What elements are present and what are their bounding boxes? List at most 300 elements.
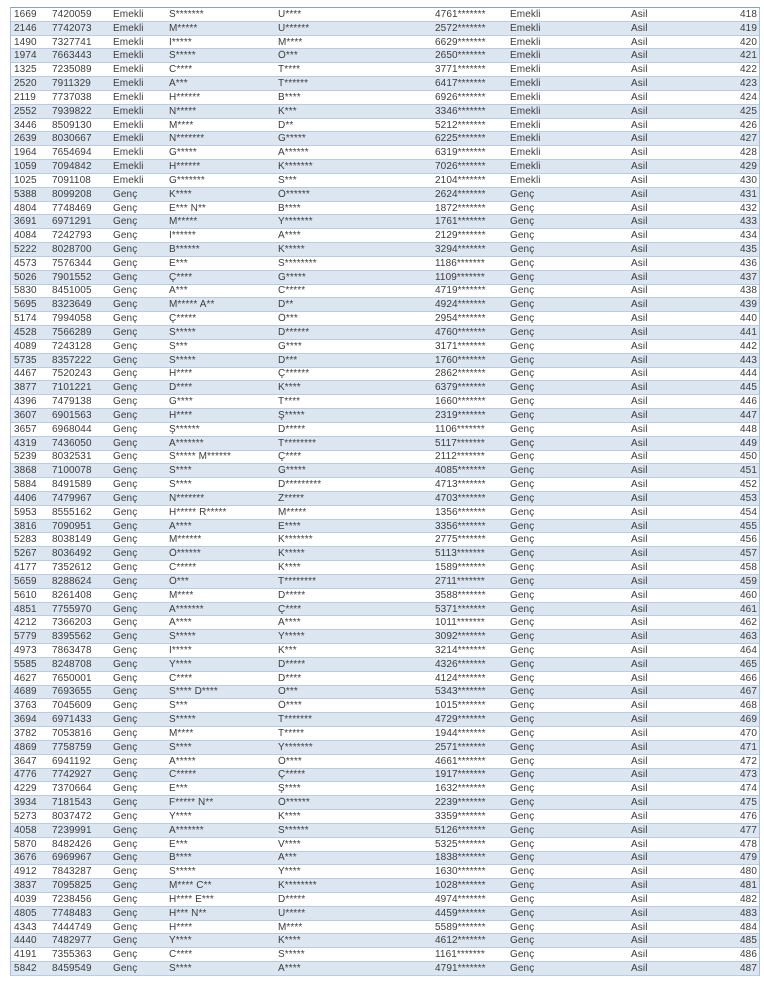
cell-first-name: A**** <box>169 520 192 532</box>
cell-first-name: C**** <box>169 64 193 76</box>
cell-last-name: G***** <box>278 271 306 283</box>
cell-sequence-no: 433 <box>740 216 757 228</box>
cell-first-name: M***** <box>169 216 198 228</box>
table-row <box>11 312 759 326</box>
cell-sequence-no: 435 <box>740 243 757 255</box>
cell-status: Asil <box>631 105 648 117</box>
cell-category-2: Genç <box>510 243 535 255</box>
cell-id-number: 2571******* <box>435 741 486 753</box>
cell-status: Asil <box>631 8 648 20</box>
cell-category: Genç <box>113 326 138 338</box>
cell-status: Asil <box>631 78 648 90</box>
cell-first-name: M***** <box>169 22 198 34</box>
table-row <box>11 188 759 202</box>
cell-sequence-no: 468 <box>740 700 757 712</box>
cell-status: Asil <box>631 465 648 477</box>
cell-category-2: Genç <box>510 907 535 919</box>
cell-category-2: Genç <box>510 506 535 518</box>
cell-status: Asil <box>631 230 648 242</box>
cell-sequence-no: 470 <box>740 727 757 739</box>
cell-first-name: S**** <box>169 479 192 491</box>
cell-status: Asil <box>631 133 648 145</box>
cell-sequence-no: 461 <box>740 603 757 615</box>
cell-last-name: A*** <box>278 852 297 864</box>
cell-sequence-no: 434 <box>740 230 757 242</box>
cell-category: Genç <box>113 534 138 546</box>
cell-category-2: Genç <box>510 866 535 878</box>
cell-category: Genç <box>113 727 138 739</box>
cell-first-name: M**** <box>169 727 194 739</box>
cell-last-name: Ç***** <box>278 769 306 781</box>
cell-draw-no: 4089 <box>14 340 37 352</box>
cell-draw-no: 5610 <box>14 589 37 601</box>
table-row <box>11 506 759 520</box>
table-row <box>11 879 759 893</box>
cell-category-2: Genç <box>510 492 535 504</box>
cell-id-number: 4612******* <box>435 935 486 947</box>
cell-status: Asil <box>631 824 648 836</box>
cell-application-no: 7181543 <box>52 797 92 809</box>
cell-draw-no: 5830 <box>14 285 37 297</box>
cell-draw-no: 4869 <box>14 741 37 753</box>
cell-last-name: T******* <box>278 714 313 726</box>
cell-category-2: Genç <box>510 852 535 864</box>
cell-draw-no: 1669 <box>14 8 37 20</box>
cell-first-name: C**** <box>169 949 193 961</box>
cell-draw-no: 1974 <box>14 50 37 62</box>
cell-first-name: H*** N** <box>169 907 207 919</box>
cell-last-name: D** <box>278 119 294 131</box>
cell-application-no: 7242793 <box>52 230 92 242</box>
cell-sequence-no: 455 <box>740 520 757 532</box>
cell-id-number: 4661******* <box>435 755 486 767</box>
cell-application-no: 8030667 <box>52 133 92 145</box>
cell-category: Emekli <box>113 119 144 131</box>
table-row <box>11 658 759 672</box>
cell-first-name: S***** <box>169 50 196 62</box>
cell-category: Genç <box>113 755 138 767</box>
cell-application-no: 8451005 <box>52 285 92 297</box>
cell-last-name: Ç**** <box>278 603 302 615</box>
cell-category: Genç <box>113 562 138 574</box>
cell-draw-no: 4440 <box>14 935 37 947</box>
cell-category-2: Genç <box>510 700 535 712</box>
cell-category-2: Emekli <box>510 8 541 20</box>
cell-category: Emekli <box>113 161 144 173</box>
cell-sequence-no: 423 <box>740 78 757 90</box>
cell-application-no: 6968044 <box>52 423 92 435</box>
cell-category-2: Genç <box>510 603 535 615</box>
cell-sequence-no: 438 <box>740 285 757 297</box>
cell-first-name: H****** <box>169 161 201 173</box>
cell-status: Asil <box>631 50 648 62</box>
cell-application-no: 7742073 <box>52 22 92 34</box>
table-row <box>11 160 759 174</box>
cell-id-number: 4924******* <box>435 299 486 311</box>
table-row <box>11 769 759 783</box>
cell-sequence-no: 448 <box>740 423 757 435</box>
cell-first-name: S*** <box>169 340 188 352</box>
cell-category-2: Genç <box>510 797 535 809</box>
cell-first-name: İ***** <box>169 645 192 656</box>
cell-id-number: 5113******* <box>435 548 485 560</box>
cell-status: Asil <box>631 534 648 546</box>
table-row <box>11 423 759 437</box>
cell-sequence-no: 439 <box>740 299 757 311</box>
table-row <box>11 146 759 160</box>
cell-status: Asil <box>631 243 648 255</box>
cell-status: Asil <box>631 714 648 726</box>
cell-first-name: M**** <box>169 589 194 601</box>
cell-last-name: B**** <box>278 91 301 103</box>
cell-application-no: 7352612 <box>52 562 92 574</box>
cell-draw-no: 4573 <box>14 257 37 269</box>
cell-application-no: 7742927 <box>52 769 92 781</box>
cell-sequence-no: 436 <box>740 257 757 269</box>
cell-application-no: 8248708 <box>52 658 92 670</box>
cell-last-name: D***** <box>278 658 306 670</box>
cell-id-number: 1109******* <box>435 271 485 283</box>
cell-first-name: G***** <box>169 147 197 159</box>
cell-application-no: 7901552 <box>52 271 92 283</box>
cell-id-number: 3214******* <box>435 645 486 656</box>
cell-last-name: A****** <box>278 147 309 159</box>
cell-status: Asil <box>631 257 648 269</box>
cell-draw-no: 1325 <box>14 64 37 76</box>
cell-draw-no: 4912 <box>14 866 37 878</box>
cell-application-no: 7479967 <box>52 492 92 504</box>
cell-category: Emekli <box>113 64 144 76</box>
cell-id-number: 4760******* <box>435 326 486 338</box>
cell-sequence-no: 420 <box>740 36 757 48</box>
cell-category-2: Genç <box>510 658 535 670</box>
cell-id-number: 2711******* <box>435 575 485 587</box>
table-row <box>11 105 759 119</box>
cell-category-2: Genç <box>510 354 535 366</box>
cell-last-name: K**** <box>278 810 301 822</box>
cell-category: Genç <box>113 520 138 532</box>
cell-last-name: K******* <box>278 161 313 173</box>
cell-last-name: D********* <box>278 479 322 491</box>
cell-id-number: 2129******* <box>435 230 486 242</box>
cell-category: Genç <box>113 257 138 269</box>
cell-id-number: 2239******* <box>435 797 486 809</box>
cell-first-name: D**** <box>169 382 193 394</box>
cell-id-number: 1589******* <box>435 562 486 574</box>
cell-last-name: D****** <box>278 326 310 338</box>
table-row <box>11 229 759 243</box>
cell-category: Emekli <box>113 78 144 90</box>
cell-last-name: Y******* <box>278 741 313 753</box>
cell-sequence-no: 427 <box>740 133 757 145</box>
table-row <box>11 63 759 77</box>
cell-first-name: C***** <box>169 769 197 781</box>
cell-category: Genç <box>113 686 138 698</box>
cell-last-name: U***** <box>278 907 306 919</box>
cell-id-number: 1106******* <box>435 423 485 435</box>
cell-sequence-no: 454 <box>740 506 757 518</box>
cell-category-2: Genç <box>510 465 535 477</box>
table-row <box>11 741 759 755</box>
cell-id-number: 3588******* <box>435 589 486 601</box>
cell-first-name: S*** <box>169 700 188 712</box>
table-row <box>11 672 759 686</box>
cell-category-2: Genç <box>510 423 535 435</box>
cell-id-number: 5212******* <box>435 119 486 131</box>
cell-category: Genç <box>113 354 138 366</box>
cell-sequence-no: 437 <box>740 271 757 283</box>
cell-category: Emekli <box>113 133 144 145</box>
cell-id-number: 4729******* <box>435 714 486 726</box>
cell-first-name: M****** <box>169 534 202 546</box>
cell-last-name: A**** <box>278 963 301 975</box>
cell-category-2: Genç <box>510 672 535 684</box>
cell-application-no: 7095825 <box>52 880 92 892</box>
cell-application-no: 7863478 <box>52 645 92 656</box>
cell-first-name: Ç***** <box>169 313 197 325</box>
cell-draw-no: 5842 <box>14 963 37 975</box>
cell-status: Asil <box>631 423 648 435</box>
cell-application-no: 7238456 <box>52 893 92 905</box>
table-row <box>11 132 759 146</box>
cell-category: Genç <box>113 340 138 352</box>
cell-id-number: 4124******* <box>435 672 486 684</box>
cell-application-no: 7693655 <box>52 686 92 698</box>
cell-status: Asil <box>631 174 648 186</box>
cell-category: Genç <box>113 824 138 836</box>
cell-status: Asil <box>631 603 648 615</box>
cell-last-name: Ş***** <box>278 409 305 421</box>
cell-last-name: G***** <box>278 133 306 145</box>
cell-application-no: 7420059 <box>52 8 92 20</box>
cell-category-2: Emekli <box>510 36 541 48</box>
table-row <box>11 520 759 534</box>
cell-id-number: 6379******* <box>435 382 486 394</box>
cell-id-number: 1838******* <box>435 852 486 864</box>
cell-sequence-no: 481 <box>740 880 757 892</box>
cell-last-name: Ö****** <box>278 188 310 200</box>
cell-last-name: G***** <box>278 465 306 477</box>
cell-draw-no: 1490 <box>14 36 37 48</box>
cell-first-name: S***** <box>169 354 196 366</box>
cell-first-name: Ş****** <box>169 423 200 435</box>
cell-status: Asil <box>631 575 648 587</box>
cell-application-no: 7479138 <box>52 396 92 408</box>
cell-status: Asil <box>631 617 648 629</box>
cell-last-name: K**** <box>278 935 301 947</box>
cell-application-no: 6969967 <box>52 852 92 864</box>
cell-last-name: K***** <box>278 243 305 255</box>
cell-category-2: Genç <box>510 548 535 560</box>
cell-status: Asil <box>631 299 648 311</box>
cell-last-name: K***** <box>278 548 305 560</box>
cell-application-no: 8555162 <box>52 506 92 518</box>
cell-sequence-no: 477 <box>740 824 757 836</box>
cell-first-name: S******* <box>169 8 204 20</box>
cell-category: Genç <box>113 907 138 919</box>
cell-category-2: Genç <box>510 271 535 283</box>
cell-category: Genç <box>113 797 138 809</box>
cell-category-2: Genç <box>510 783 535 795</box>
cell-id-number: 3356******* <box>435 520 486 532</box>
cell-draw-no: 5222 <box>14 243 37 255</box>
table-row <box>11 243 759 257</box>
table-row <box>11 49 759 63</box>
cell-draw-no: 3647 <box>14 755 37 767</box>
cell-category-2: Emekli <box>510 91 541 103</box>
cell-sequence-no: 457 <box>740 548 757 560</box>
cell-application-no: 7911329 <box>52 78 91 90</box>
cell-status: Asil <box>631 313 648 325</box>
cell-first-name: Y**** <box>169 810 192 822</box>
cell-draw-no: 3676 <box>14 852 37 864</box>
cell-status: Asil <box>631 188 648 200</box>
cell-application-no: 7235089 <box>52 64 92 76</box>
cell-sequence-no: 430 <box>740 174 757 186</box>
cell-last-name: D**** <box>278 672 302 684</box>
cell-category: Genç <box>113 658 138 670</box>
cell-category: Genç <box>113 423 138 435</box>
cell-category: Genç <box>113 852 138 864</box>
cell-last-name: E**** <box>278 520 301 532</box>
table-row <box>11 119 759 133</box>
cell-last-name: M**** <box>278 36 303 48</box>
cell-application-no: 7663443 <box>52 50 92 62</box>
table-row <box>11 395 759 409</box>
cell-id-number: 1011******* <box>435 617 485 629</box>
cell-id-number: 6417******* <box>435 78 486 90</box>
cell-status: Asil <box>631 91 648 103</box>
cell-sequence-no: 478 <box>740 838 757 850</box>
cell-draw-no: 4319 <box>14 437 37 449</box>
cell-category-2: Genç <box>510 313 535 325</box>
cell-draw-no: 2520 <box>14 78 37 90</box>
cell-last-name: K******* <box>278 534 313 546</box>
cell-last-name: T******** <box>278 575 317 587</box>
cell-id-number: 2104******* <box>435 174 486 186</box>
table-row <box>11 215 759 229</box>
cell-sequence-no: 444 <box>740 368 757 380</box>
cell-draw-no: 4776 <box>14 769 37 781</box>
cell-category: Genç <box>113 631 138 643</box>
table-row <box>11 174 759 188</box>
cell-last-name: Ö*** <box>278 50 298 62</box>
cell-application-no: 8323649 <box>52 299 92 311</box>
cell-first-name: N***** <box>169 105 197 117</box>
cell-first-name: S**** D**** <box>169 686 218 698</box>
cell-sequence-no: 456 <box>740 534 757 546</box>
cell-status: Asil <box>631 658 648 670</box>
cell-status: Asil <box>631 963 648 975</box>
cell-category-2: Genç <box>510 202 535 214</box>
cell-id-number: 3771******* <box>435 64 486 76</box>
cell-sequence-no: 428 <box>740 147 757 159</box>
cell-first-name: S***** <box>169 866 196 878</box>
cell-category-2: Genç <box>510 838 535 850</box>
cell-category: Genç <box>113 285 138 297</box>
table-row <box>11 893 759 907</box>
cell-first-name: E*** N** <box>169 202 206 214</box>
cell-sequence-no: 447 <box>740 409 757 421</box>
cell-category-2: Genç <box>510 921 535 933</box>
cell-category-2: Emekli <box>510 174 541 186</box>
cell-application-no: 7482977 <box>52 935 92 947</box>
cell-application-no: 7654694 <box>52 147 92 159</box>
cell-category: Genç <box>113 963 138 975</box>
cell-category: Genç <box>113 202 138 214</box>
cell-category: Emekli <box>113 36 144 48</box>
cell-category: Genç <box>113 299 138 311</box>
cell-draw-no: 1059 <box>14 161 37 173</box>
cell-category: Genç <box>113 409 138 421</box>
cell-id-number: 1186******* <box>435 257 485 269</box>
cell-sequence-no: 419 <box>740 22 757 34</box>
cell-draw-no: 1025 <box>14 174 37 186</box>
cell-category: Genç <box>113 603 138 615</box>
cell-application-no: 7239991 <box>52 824 92 836</box>
table-row <box>11 437 759 451</box>
cell-sequence-no: 460 <box>740 589 757 601</box>
cell-id-number: 4326******* <box>435 658 486 670</box>
cell-first-name: C**** <box>169 672 193 684</box>
cell-category: Genç <box>113 921 138 933</box>
cell-last-name: D*** <box>278 354 298 366</box>
cell-sequence-no: 442 <box>740 340 757 352</box>
cell-draw-no: 3782 <box>14 727 37 739</box>
cell-sequence-no: 487 <box>740 963 757 975</box>
cell-id-number: 4703******* <box>435 492 486 504</box>
cell-category: Genç <box>113 396 138 408</box>
cell-id-number: 5117******* <box>435 437 485 449</box>
cell-draw-no: 4851 <box>14 603 37 615</box>
cell-application-no: 6971433 <box>52 714 92 726</box>
cell-last-name: C***** <box>278 285 306 297</box>
cell-id-number: 1161******* <box>435 949 485 961</box>
cell-category: Genç <box>113 769 138 781</box>
cell-category-2: Genç <box>510 631 535 643</box>
cell-status: Asil <box>631 935 648 947</box>
cell-category-2: Genç <box>510 810 535 822</box>
cell-status: Asil <box>631 548 648 560</box>
cell-first-name: N******* <box>169 492 205 504</box>
cell-application-no: 8261408 <box>52 589 92 601</box>
cell-draw-no: 5953 <box>14 506 37 518</box>
cell-status: Asil <box>631 562 648 574</box>
cell-draw-no: 5174 <box>14 313 37 325</box>
cell-draw-no: 4973 <box>14 645 37 656</box>
cell-application-no: 7520243 <box>52 368 92 380</box>
cell-id-number: 5343******* <box>435 686 486 698</box>
cell-first-name: S***** <box>169 714 196 726</box>
cell-category-2: Emekli <box>510 119 541 131</box>
cell-category-2: Genç <box>510 188 535 200</box>
cell-status: Asil <box>631 285 648 297</box>
cell-application-no: 7327741 <box>52 36 92 48</box>
cell-draw-no: 3877 <box>14 382 37 394</box>
table-row <box>11 492 759 506</box>
cell-sequence-no: 426 <box>740 119 757 131</box>
table-row <box>11 616 759 630</box>
cell-first-name: S***** <box>169 631 196 643</box>
cell-id-number: 6926******* <box>435 91 486 103</box>
cell-sequence-no: 464 <box>740 645 757 656</box>
cell-sequence-no: 440 <box>740 313 757 325</box>
cell-category: Genç <box>113 714 138 726</box>
cell-draw-no: 4689 <box>14 686 37 698</box>
cell-status: Asil <box>631 147 648 159</box>
cell-status: Asil <box>631 838 648 850</box>
cell-last-name: A**** <box>278 230 301 242</box>
